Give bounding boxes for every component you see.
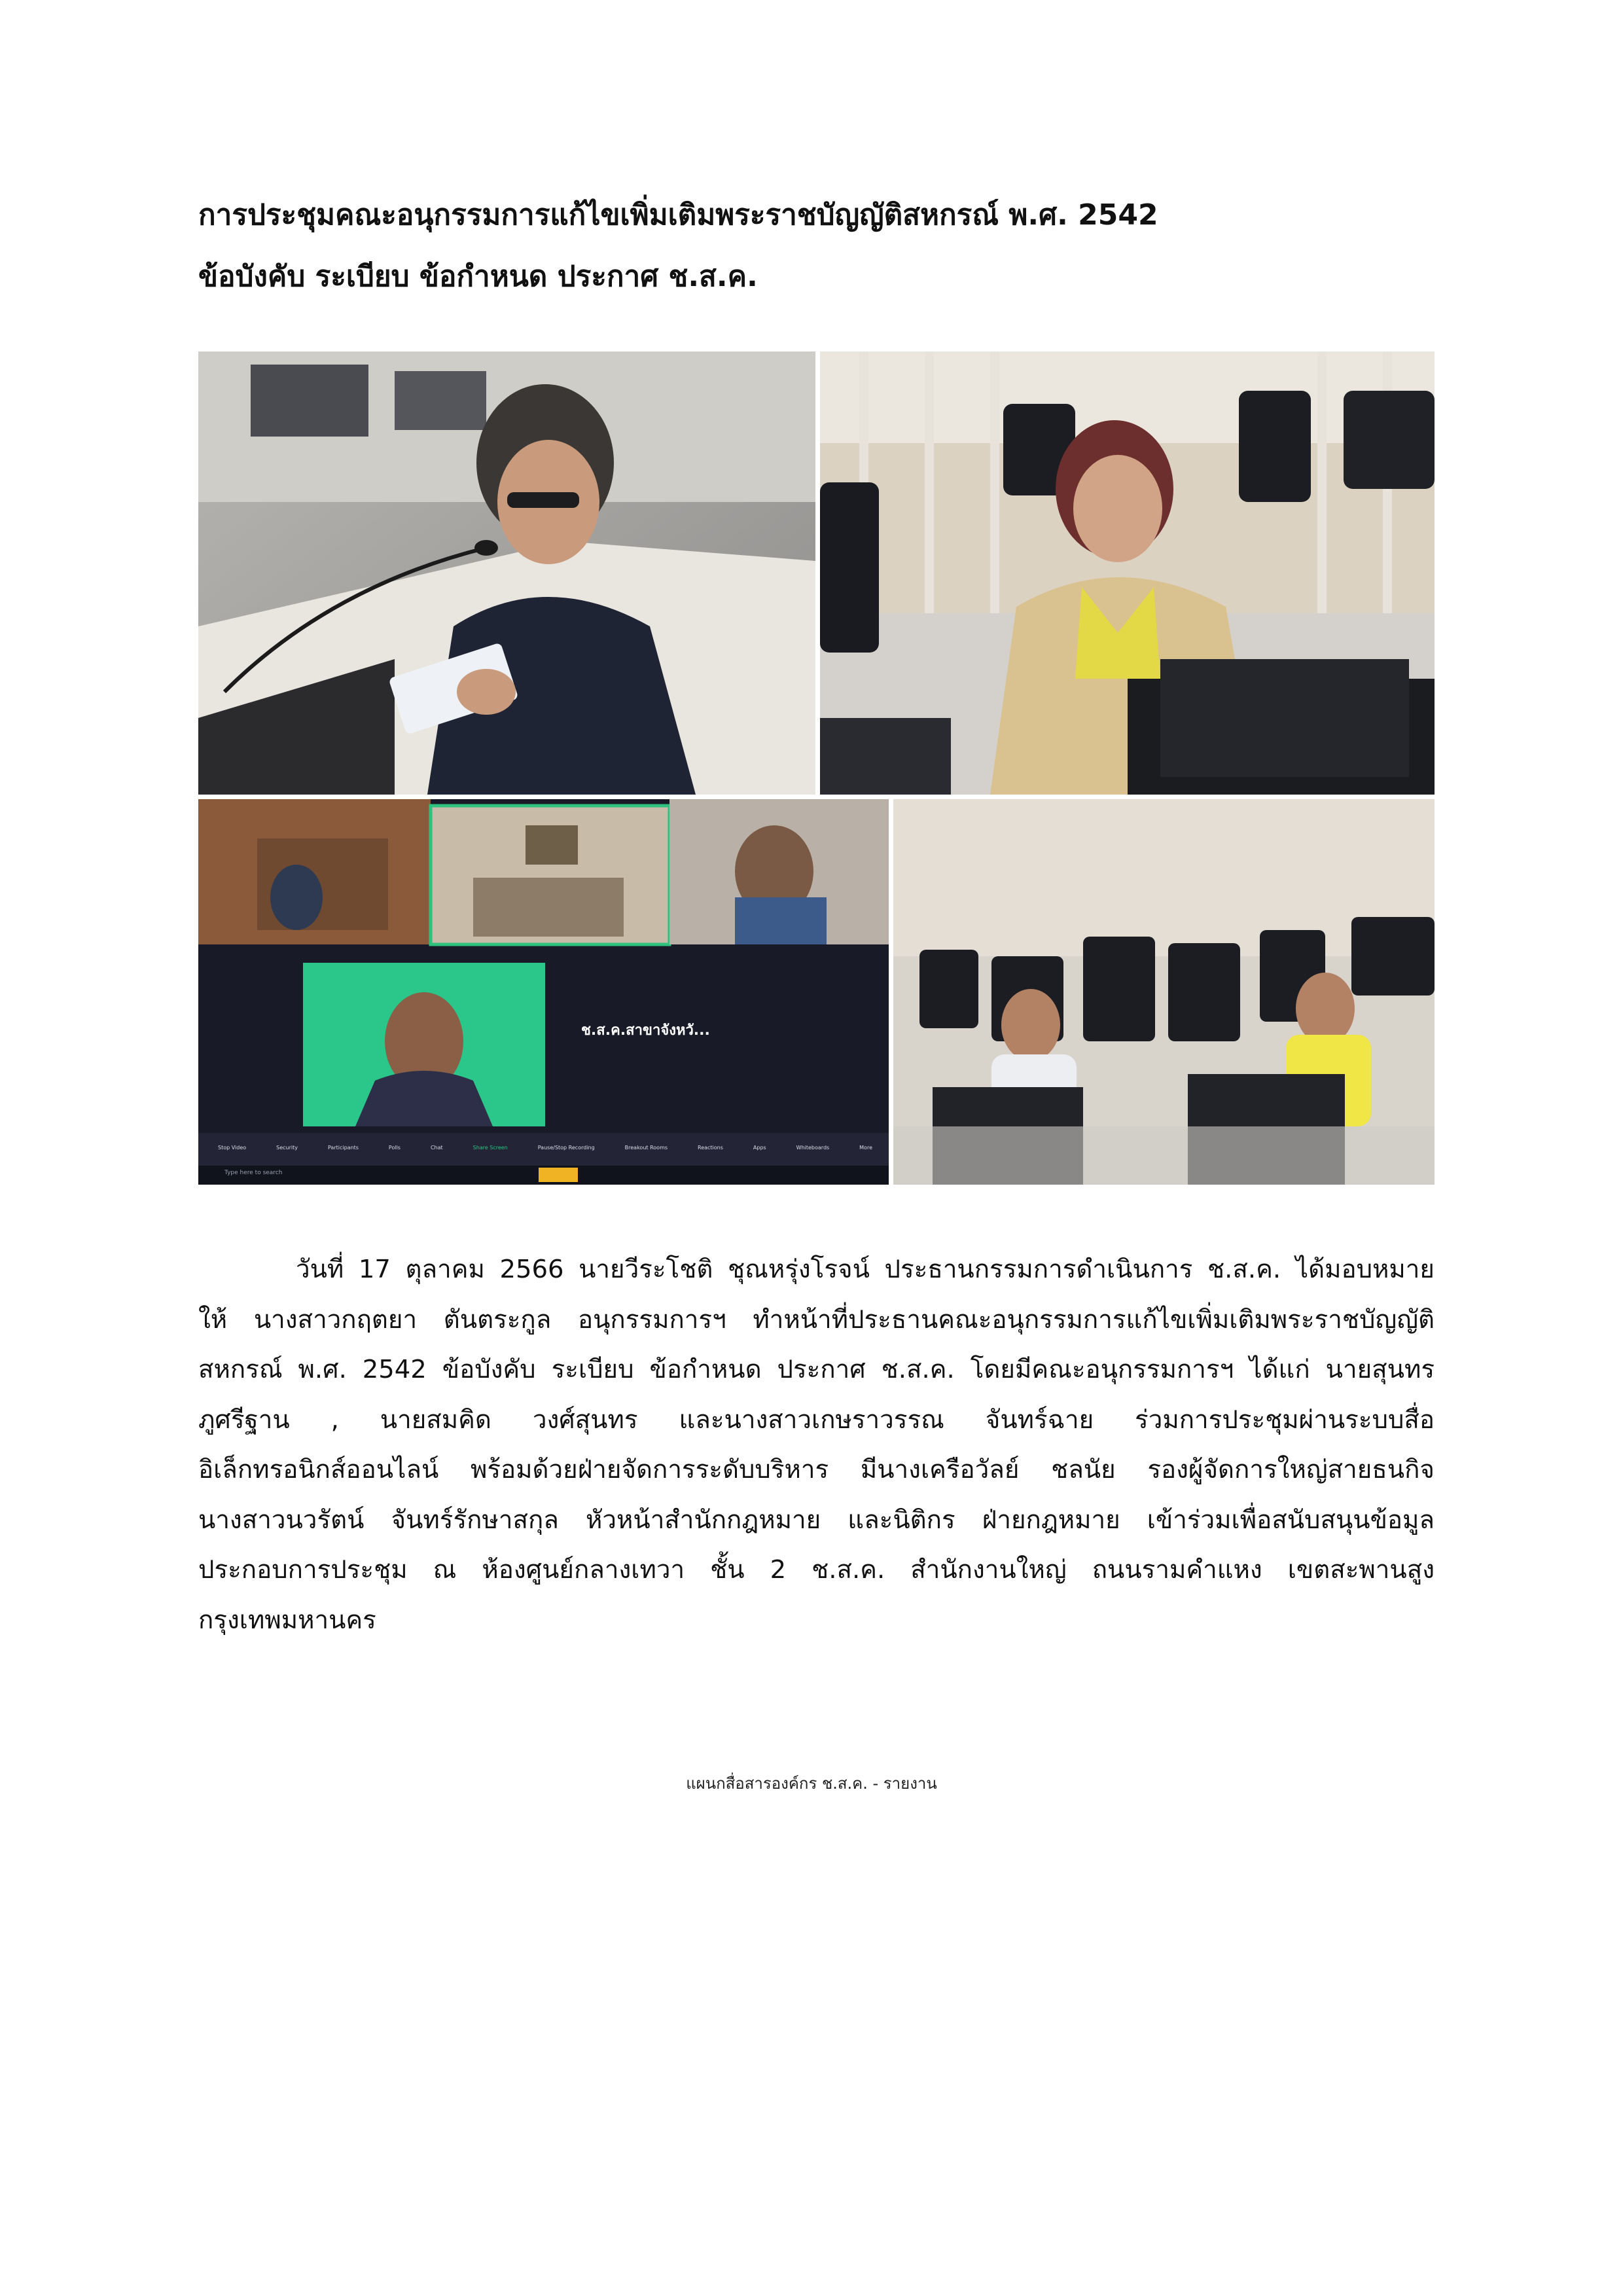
more-button: More bbox=[859, 1145, 872, 1151]
body-line-7: ประกอบการประชุม ณ ห้องศูนย์กลางเทวา ชั้น 2 ช.ส.ค. สำนักงานใหญ่ ถนนรามคำแหง เขตสะพานสูง bbox=[198, 1555, 1435, 1585]
body-line-3: สหกรณ์ พ.ศ. 2542 ข้อบังคับ ระเบียบ ข้อกำหนด ประกาศ ช.ส.ค. โดยมีคณะอนุกรรมการฯ ได้แก่ นายสุนทร bbox=[198, 1355, 1435, 1384]
footer-credit: แผนกสื่อสารองค์กร ช.ส.ค. - รายงาน bbox=[686, 1774, 937, 1793]
body-line-2: ให้ นางสาวกฤตยา ตันตระกูล อนุกรรมการฯ ทำหน้าที่ประธานคณะอนุกรรมการแก้ไขเพิ่มเติมพระราชบัญญัติ bbox=[198, 1304, 1435, 1335]
photo-woman-writing bbox=[820, 351, 1435, 795]
title-line-1: การประชุมคณะอนุกรรมการแก้ไขเพิ่มเติมพระราชบัญญัติสหกรณ์ พ.ศ. 2542 bbox=[198, 198, 1158, 232]
body-line-4: ภูศรีฐาน , นายสมคิด วงศ์สุนทร และนางสาวเกษราวรรณ จันทร์ฉาย ร่วมการประชุมผ่านระบบสื่อ bbox=[198, 1405, 1435, 1435]
body-paragraph bbox=[198, 1245, 1435, 1645]
photo-staff-at-desks bbox=[893, 799, 1435, 1185]
body-line-5: อิเล็กทรอนิกส์ออนไลน์ พร้อมด้วยฝ่ายจัดการระดับบริหาร มีนางเครือวัลย์ ชลนัย รองผู้จัดการใหญ่สายธนกิจ bbox=[198, 1455, 1435, 1484]
document-title bbox=[198, 185, 1442, 308]
security-button: Security bbox=[276, 1145, 298, 1151]
whiteboards-button: Whiteboards bbox=[796, 1145, 830, 1151]
breakout-rooms-button: Breakout Rooms bbox=[624, 1145, 668, 1151]
photo-speaker-microphone bbox=[198, 351, 815, 795]
photo-collage bbox=[198, 351, 1435, 1185]
zoom-toolbar bbox=[218, 1145, 872, 1151]
polls-button: Polls bbox=[388, 1145, 401, 1151]
share-screen-button: Share Screen bbox=[473, 1145, 508, 1151]
body-line-8: กรุงเทพมหานคร bbox=[198, 1605, 376, 1635]
body-line-1: วันที่ 17 ตุลาคม 2566 นายวีระโชติ ชุณหรุ่งโรจน์ ประธานกรรมการดำเนินการ ช.ส.ค. ได้มอบหมาย bbox=[296, 1255, 1435, 1284]
title-line-2: ข้อบังคับ ระเบียบ ข้อกำหนด ประกาศ ช.ส.ค. bbox=[198, 260, 758, 293]
recording-button: Pause/Stop Recording bbox=[537, 1145, 595, 1151]
reactions-button: Reactions bbox=[698, 1145, 723, 1151]
photo-zoom-conference bbox=[198, 799, 889, 1185]
apps-button: Apps bbox=[753, 1145, 766, 1151]
participants-button: Participants bbox=[327, 1145, 359, 1151]
stop-video-button: Stop Video bbox=[218, 1145, 247, 1151]
body-line-6: นางสาวนวรัตน์ จันทร์รักษาสกุล หัวหน้าสำนักกฎหมาย และนิติกร ฝ่ายกฎหมาย เข้าร่วมเพื่อสนับสนุนข้อมูล bbox=[198, 1505, 1435, 1535]
chat-button: Chat bbox=[430, 1145, 443, 1151]
zoom-participant-label: ช.ส.ค.สาขาจังหวั... bbox=[581, 1022, 710, 1039]
taskbar-search: Type here to search bbox=[224, 1170, 283, 1176]
